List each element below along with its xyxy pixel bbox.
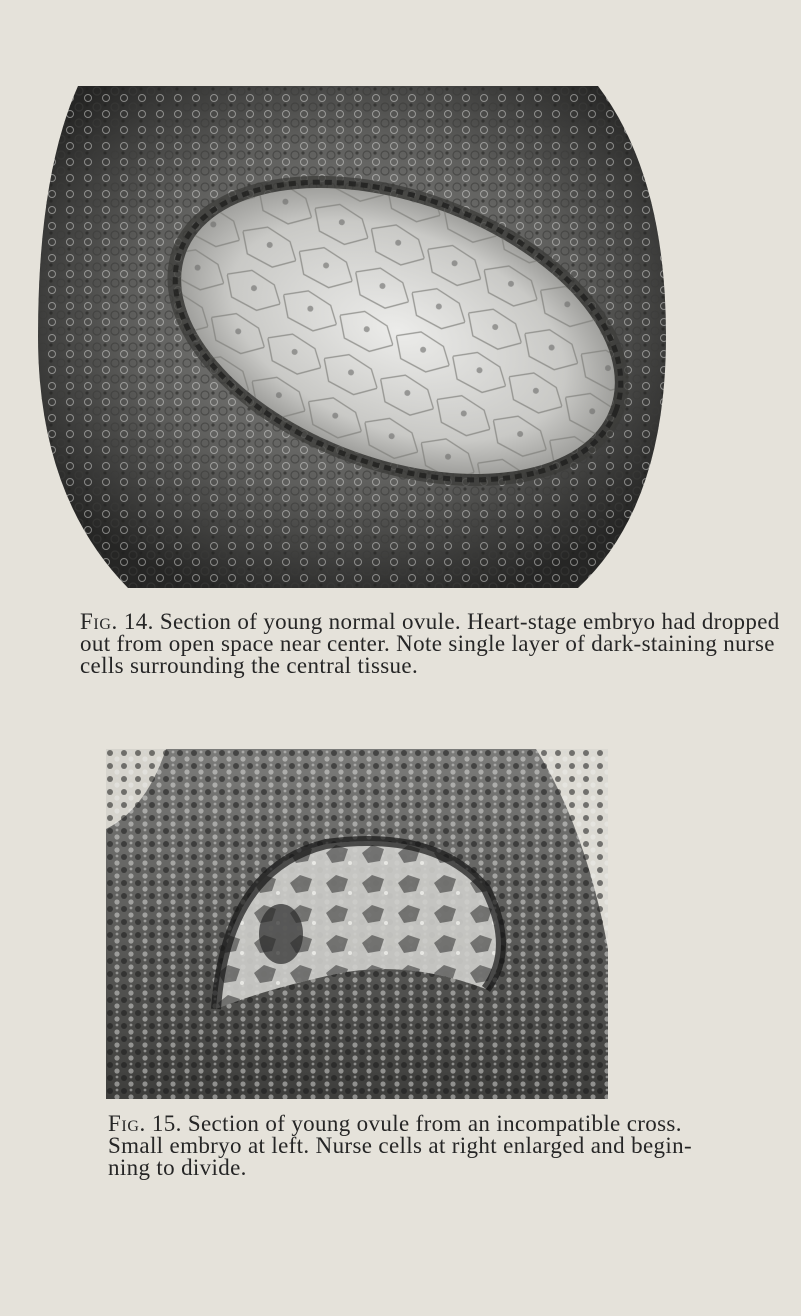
figure-caption [108,1113,692,1179]
caption-line: Small embryo at left. Nurse cells at right enlarged and begin- [108,1133,692,1158]
caption-line: ning to divide. [108,1155,247,1180]
ovule-micrograph-fig15 [106,749,608,1099]
caption-line: 15. Section of young ovule from an incompatible cross. [145,1111,682,1136]
figure-label: Fig. [108,1111,146,1136]
caption-line: out from open space near center. Note single layer of dark-staining nurse [80,631,775,656]
figure-caption [80,611,780,677]
ovule-micrograph-fig14 [38,86,666,588]
caption-line: cells surrounding the central tissue. [80,653,419,678]
figure-label: Fig. [80,609,118,634]
caption-line: 14. Section of young normal ovule. Heart-stage embryo had dropped [117,609,780,634]
